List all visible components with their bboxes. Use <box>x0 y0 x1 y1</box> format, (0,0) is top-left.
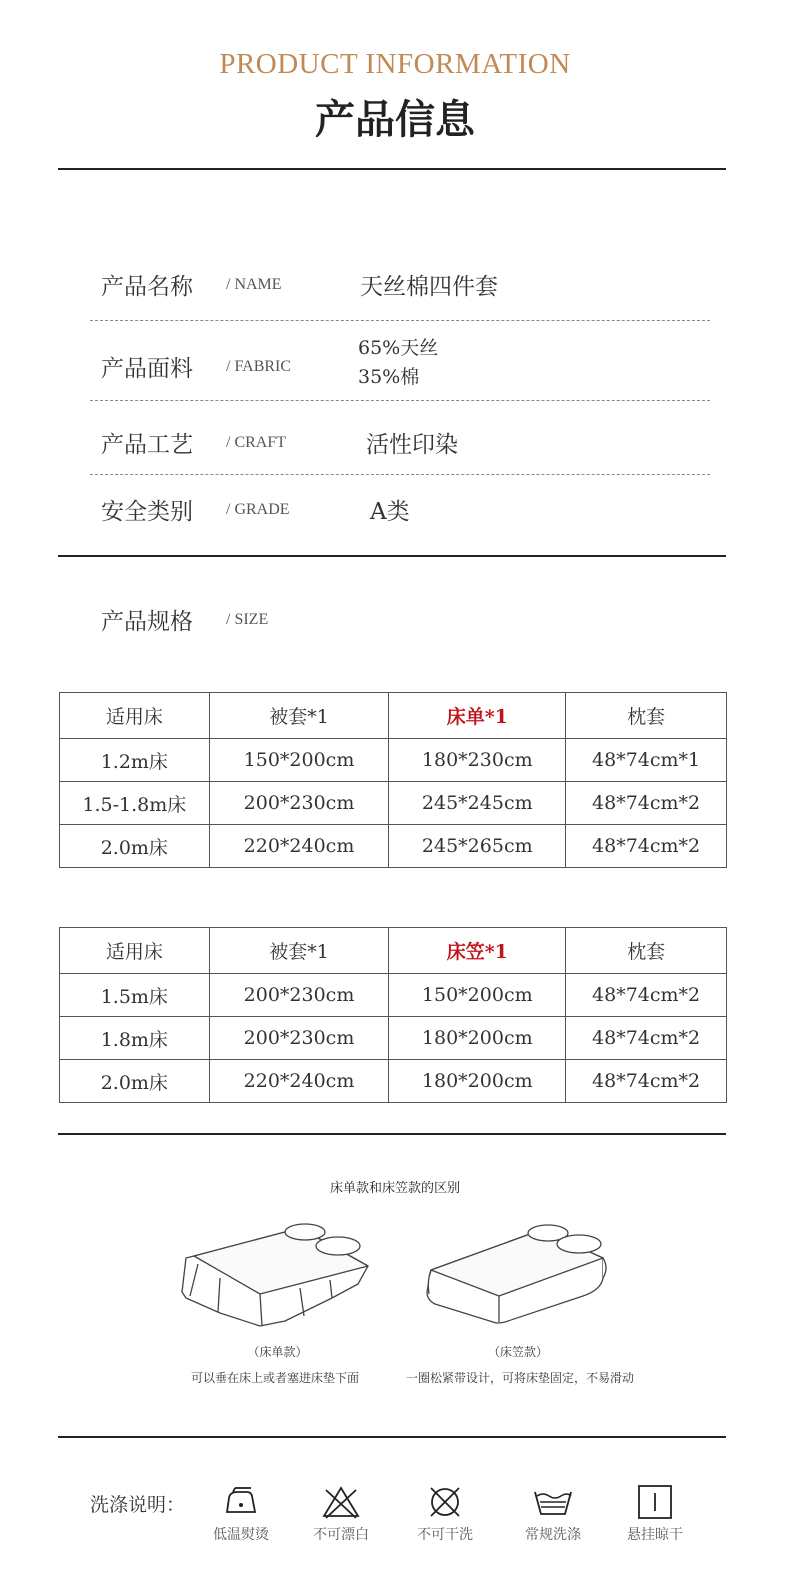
table-header: 适用床 <box>60 928 210 974</box>
table-cell: 48*74cm*1 <box>566 739 727 782</box>
table-row <box>60 739 727 782</box>
table-cell: 220*240cm <box>209 825 389 868</box>
table-cell: 180*200cm <box>389 1017 566 1060</box>
fitted-sheet-bed-illustration <box>423 1218 613 1328</box>
info-label-en: / GRADE <box>226 501 290 518</box>
table-row <box>60 1017 727 1060</box>
info-label-en: / CRAFT <box>226 434 287 451</box>
table-row <box>60 825 727 868</box>
washing-label: 洗涤说明： <box>90 1494 186 1516</box>
wash-item-label: 不可干洗 <box>417 1527 473 1543</box>
table-cell: 1.2m床 <box>60 739 210 782</box>
divider <box>58 555 726 557</box>
flat-sheet-caption: （床单款） <box>247 1345 308 1359</box>
table-cell: 1.8m床 <box>60 1017 210 1060</box>
no-dryclean-icon <box>425 1484 465 1520</box>
table-row <box>60 782 727 825</box>
divider <box>58 1436 726 1438</box>
wash-item-low-iron <box>196 1484 286 1544</box>
info-label-en: / FABRIC <box>226 358 292 375</box>
hang-dry-icon <box>635 1484 675 1520</box>
table-cell: 150*200cm <box>209 739 389 782</box>
table-cell: 48*74cm*2 <box>566 974 727 1017</box>
wash-item-hang-dry <box>610 1484 700 1544</box>
table-cell: 48*74cm*2 <box>566 782 727 825</box>
fabric-line: 65%天丝 <box>358 337 439 359</box>
table-cell: 180*230cm <box>389 739 566 782</box>
size-label: 产品规格 <box>101 609 193 635</box>
table-header-highlight: 床笠*1 <box>389 928 566 974</box>
table-cell: 2.0m床 <box>60 1060 210 1103</box>
table-header: 被套*1 <box>209 928 389 974</box>
dashed-divider <box>90 474 710 475</box>
table-header-row <box>60 693 727 739</box>
table-cell: 2.0m床 <box>60 825 210 868</box>
table-header: 枕套 <box>566 928 727 974</box>
size-table-fitted <box>59 927 727 1103</box>
table-cell: 200*230cm <box>209 974 389 1017</box>
difference-title: 床单款和床笠款的区别 <box>329 1181 460 1196</box>
table-cell: 48*74cm*2 <box>566 825 727 868</box>
dashed-divider <box>90 400 710 401</box>
flat-sheet-desc: 可以垂在床上或者塞进床垫下面 <box>190 1371 359 1385</box>
wash-item-no-bleach <box>296 1484 386 1544</box>
wash-item-label: 不可漂白 <box>313 1527 369 1543</box>
flat-sheet-bed-illustration <box>180 1218 375 1328</box>
no-bleach-icon <box>320 1484 362 1520</box>
info-label-en: / NAME <box>226 276 282 293</box>
table-row <box>60 974 727 1017</box>
info-label: 产品名称 <box>101 274 193 300</box>
table-cell: 1.5m床 <box>60 974 210 1017</box>
table-cell: 245*265cm <box>389 825 566 868</box>
normal-wash-icon <box>531 1484 575 1520</box>
title-en: PRODUCT INFORMATION <box>219 48 571 80</box>
size-label-en: / SIZE <box>226 611 269 628</box>
table-cell: 200*230cm <box>209 1017 389 1060</box>
low-iron-icon <box>221 1484 261 1520</box>
fabric-line: 35%棉 <box>358 366 420 388</box>
info-value <box>358 334 438 392</box>
wash-item-label: 低温熨烫 <box>213 1527 269 1543</box>
table-cell: 1.5-1.8m床 <box>60 782 210 825</box>
info-label: 产品面料 <box>101 356 193 382</box>
table-cell: 180*200cm <box>389 1060 566 1103</box>
wash-item-label: 悬挂晾干 <box>627 1527 683 1543</box>
divider <box>58 168 726 170</box>
table-header-row <box>60 928 727 974</box>
table-cell: 245*245cm <box>389 782 566 825</box>
table-row <box>60 1060 727 1103</box>
table-cell: 200*230cm <box>209 782 389 825</box>
table-header: 适用床 <box>60 693 210 739</box>
table-cell: 48*74cm*2 <box>566 1017 727 1060</box>
title-cn: 产品信息 <box>315 97 475 143</box>
wash-item-no-dryclean <box>400 1484 490 1544</box>
table-cell: 150*200cm <box>389 974 566 1017</box>
size-table-flat <box>59 692 727 868</box>
table-header: 被套*1 <box>209 693 389 739</box>
table-cell: 220*240cm <box>209 1060 389 1103</box>
fitted-sheet-desc: 一圈松紧带设计，可将床垫固定，不易滑动 <box>405 1371 634 1385</box>
table-header: 枕套 <box>566 693 727 739</box>
table-cell: 48*74cm*2 <box>566 1060 727 1103</box>
fitted-sheet-caption: （床笠款） <box>487 1345 548 1359</box>
info-value: A类 <box>370 499 410 525</box>
table-header-highlight: 床单*1 <box>389 693 566 739</box>
dashed-divider <box>90 320 710 321</box>
wash-item-normal-wash <box>508 1484 598 1544</box>
info-label: 产品工艺 <box>101 432 193 458</box>
info-value: 天丝棉四件套 <box>360 274 498 300</box>
divider <box>58 1133 726 1135</box>
info-label: 安全类别 <box>101 499 193 525</box>
info-value: 活性印染 <box>366 432 458 458</box>
wash-item-label: 常规洗涤 <box>525 1527 581 1543</box>
